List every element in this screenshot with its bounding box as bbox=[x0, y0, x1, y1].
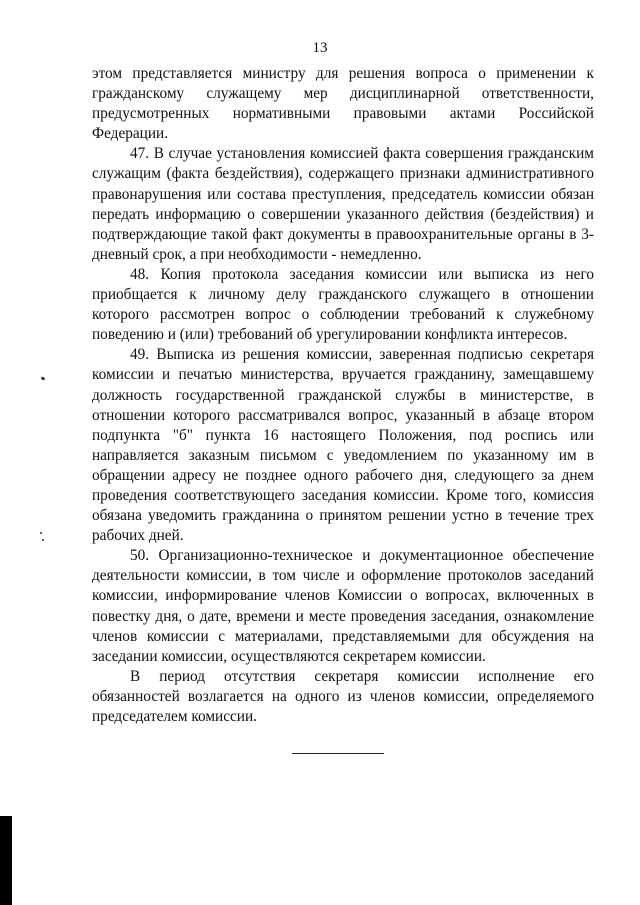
scan-speck bbox=[40, 532, 42, 534]
paragraph-49: 49. Выписка из решения комиссии, заверенная подписью секретаря комиссии и печатью министерства, вручается гражданину, замещавшему должность государственной гражданской службы в министерстве, в отношении которого рассматривался вопрос, указанный в абзаце втором подпункта "б" пункта 16 настоящего Положения, под роспись или направляется заказным письмом с уведомлением по указанному им в обращении адресу не позднее одного рабочего дня, следующего за днем проведения соответствующего заседания комиссии. Кроме того, комиссия обязана уведомить гражданина о принятом решении устно в течение трех рабочих дней. bbox=[92, 346, 594, 545]
paragraph-continuation: этом представляется министру для решения вопроса о применении к гражданскому служащему мер дисциплинарной ответственности, предусмотренных нормативными правовыми актами Российской Федерации. bbox=[92, 65, 594, 143]
scan-speck bbox=[42, 539, 44, 541]
scan-speck bbox=[41, 376, 46, 381]
paragraph-secretary-absence: В период отсутствия секретаря комиссии исполнение его обязанностей возлагается на одного из членов комиссии, определяемого председателем комиссии. bbox=[92, 667, 594, 725]
paragraph-48: 48. Копия протокола заседания комиссии или выписка из него приобщается к личному делу гражданского служащего в отношении которого рассмотрен вопрос о соблюдении требований к служебному поведению и (или) требований об урегулировании конфликта интересов. bbox=[92, 265, 594, 344]
scan-edge-bar bbox=[0, 816, 12, 905]
page-number: 13 bbox=[312, 40, 328, 56]
document-body bbox=[92, 64, 594, 727]
paragraph-47: 47. В случае установления комиссией факта совершения гражданским служащим (факта бездействия), содержащего признаки административного правонарушения или состава преступления, председатель комиссии обязан передать информацию о совершении указанного действия (бездействия) и подтверждающие такой факт документы в правоохранительные органы в 3-дневный срок, а при необходимости - немедленно. bbox=[92, 145, 594, 263]
end-divider-line bbox=[292, 753, 384, 754]
paragraph-50: 50. Организационно-техническое и документационное обеспечение деятельности комиссии, в том числе и оформление протоколов заседаний комиссии, информирование членов Комиссии о вопросах, включенных в повестку дня, о дате, времени и месте проведения заседания, ознакомление членов комиссии с материалами, представляемыми для обсуждения на заседании комиссии, осуществляются секретарем комиссии. bbox=[92, 547, 594, 665]
